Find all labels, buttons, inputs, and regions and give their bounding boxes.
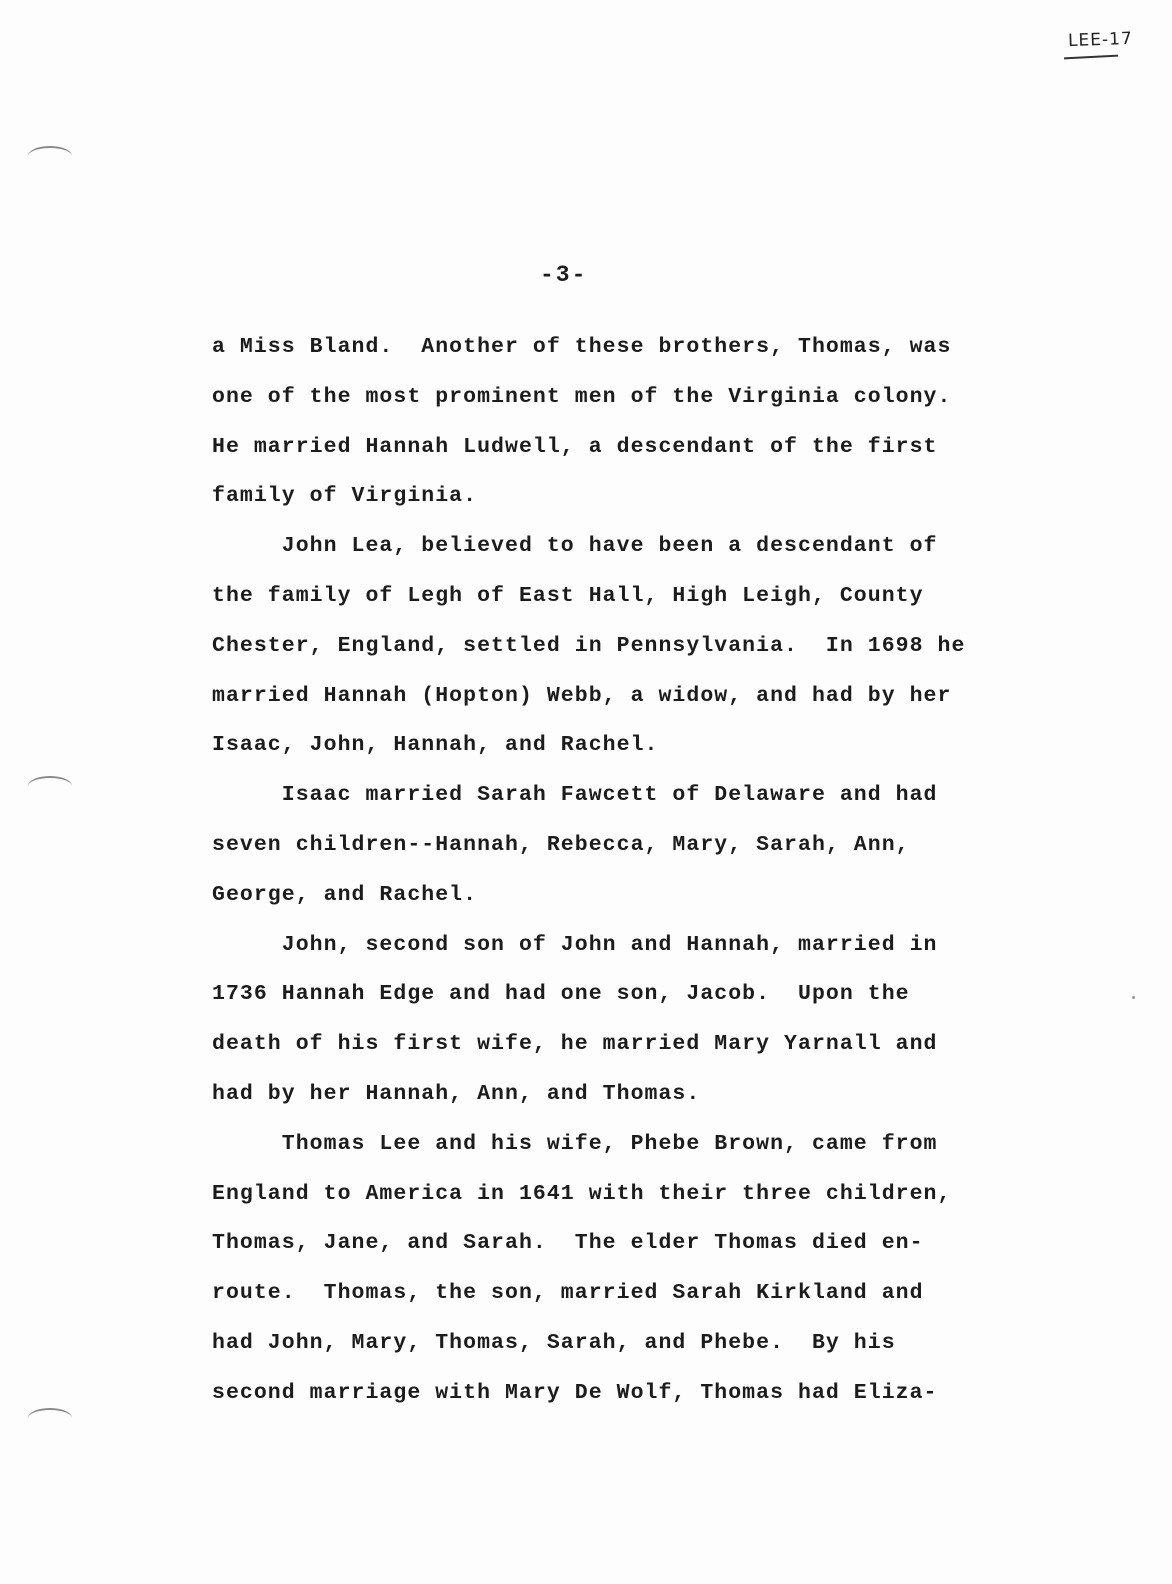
binder-hole-middle xyxy=(28,776,72,796)
file-reference-label: LEE-17 xyxy=(1067,28,1134,52)
text-line: second marriage with Mary De Wolf, Thomas had Eliza- xyxy=(212,1380,938,1405)
text-line: the family of Legh of East Hall, High Leigh, County xyxy=(212,583,924,608)
text-line: seven children--Hannah, Rebecca, Mary, Sarah, Ann, xyxy=(212,832,910,857)
text-line: George, and Rachel. xyxy=(212,882,478,907)
text-line: Thomas, Jane, and Sarah. The elder Thomas died en- xyxy=(212,1231,924,1256)
text-line: He married Hannah Ludwell, a descendant of the first xyxy=(212,434,938,459)
text-line: Isaac married Sarah Fawcett of Delaware and had xyxy=(212,783,938,808)
text-line: England to America in 1641 with their three children, xyxy=(212,1181,952,1206)
text-line: had John, Mary, Thomas, Sarah, and Phebe. By his xyxy=(212,1330,896,1355)
text-line: had by her Hannah, Ann, and Thomas. xyxy=(212,1081,701,1106)
text-line: death of his first wife, he married Mary Yarnall and xyxy=(212,1032,938,1057)
page-number: -3- xyxy=(540,262,588,288)
text-line: family of Virginia. xyxy=(212,484,478,509)
body-text xyxy=(212,330,1032,1426)
paper-speck xyxy=(1132,996,1135,999)
text-line: Chester, England, settled in Pennsylvania. In 1698 he xyxy=(212,633,966,658)
text-line: John Lea, believed to have been a descendant of xyxy=(212,534,938,559)
text-line: a Miss Bland. Another of these brothers, Thomas, was xyxy=(212,335,952,359)
binder-hole-bottom xyxy=(28,1408,72,1428)
text-line: 1736 Hannah Edge and had one son, Jacob. Upon the xyxy=(212,982,910,1007)
text-line: John, second son of John and Hannah, married in xyxy=(212,932,938,957)
text-line: Thomas Lee and his wife, Phebe Brown, came from xyxy=(212,1131,938,1156)
text-line: one of the most prominent men of the Virginia colony. xyxy=(212,384,952,409)
text-line: married Hannah (Hopton) Webb, a widow, and had by her xyxy=(212,683,952,708)
text-line: Isaac, John, Hannah, and Rachel. xyxy=(212,733,659,758)
file-reference-underline xyxy=(1064,55,1118,60)
text-line: route. Thomas, the son, married Sarah Kirkland and xyxy=(212,1281,924,1306)
binder-hole-top xyxy=(28,146,72,166)
